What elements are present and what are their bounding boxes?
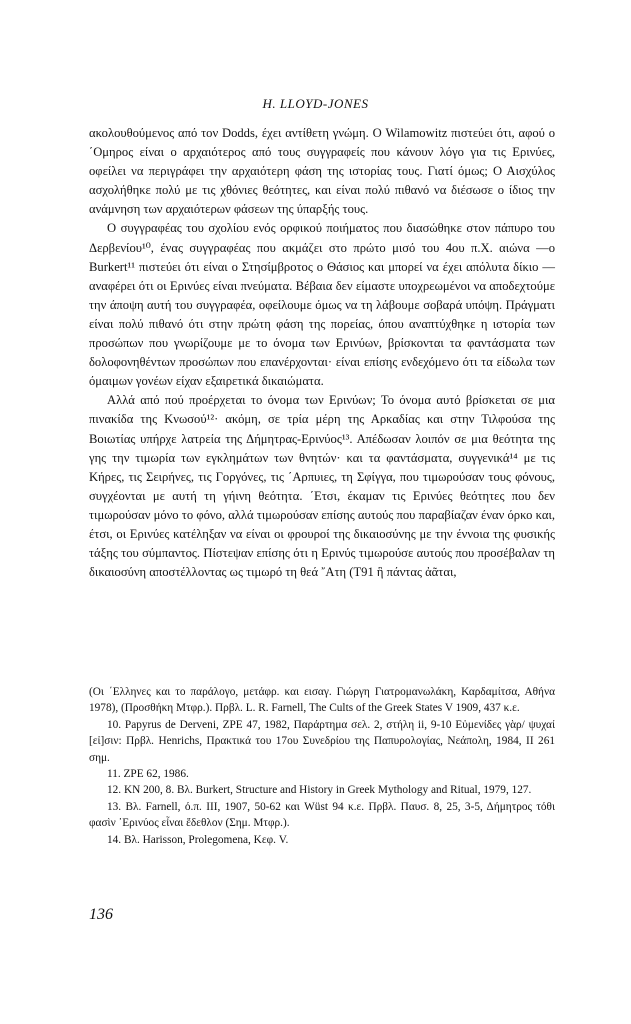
footnote-continued: (Οι ΄Ελληνες και το παράλογο, μετάφρ. και εισαγ. Γιώργη Γιατρομανωλάκη, Καρδαμίτσα, Αθήνα 1978), (Προσθήκη Μτφρ.). Πρβλ. L. R. Farnell, The Cults of the Greek States V 1909, 437 κ.ε. [89,686,555,715]
main-text [89,124,555,582]
running-header: H. LLOYD-JONES [262,96,369,111]
footnote-11: 11. ZPE 62, 1986. [107,768,189,781]
paragraph-2: Ο συγγραφέας του σχολίου ενός ορφικού ποιήματος που διασώθηκε στον πάπυρο του Δερβενίου¹⁰, ένας συγγραφέας που ακμάζει στο πρώτο μισό του 4ου π.Χ. αιώνα —ο Burkert¹¹ πιστεύει ότι είναι ο Στησίμβροτος ο Θάσιος και μπορεί να έχει απόλυτα δίκιο —αναφέρει ότι οι Ερινύες είναι πνεύματα. Βέβαια δεν είμαστε υποχρεωμένοι να αποδεχτούμε την άποψη αυτή του συγγραφέα, οφείλουμε όμως να τη λάβουμε σοβαρά υπόψη. Πράγματι είναι πολύ πιθανό ότι στην πρώτη φάση της πορείας, όπου αναπτύχθηκε η ιστορία των προσώπων που γνωρίζουμε με το όνομα των Ερινύων, βρίσκονται τα φαντάσματα των δολοφονηθέντων προσώπων που επανέρχονται· είναι επίσης ενδεχόμενο ότι τα είδωλα των όμαιμων γονέων είχαν εξαιρετικά δικαιώματα. [89,221,555,389]
footnotes [89,684,555,848]
footnote-12: 12. KN 200, 8. Βλ. Burkert, Structure and History in Greek Mythology and Ritual, 1979, 127. [107,784,532,797]
footnote-14: 14. Βλ. Harisson, Prolegomena, Κεφ. V. [107,833,289,846]
paragraph-3: Αλλά από πού προέρχεται το όνομα των Ερινύων; Το όνομα αυτό βρίσκεται σε μια πινακίδα της Κνωσού¹²· ακόμη, σε τρία μέρη της Αρκαδίας και στην Τιλφούσα της Βοιωτίας υπήρχε λατρεία της Δήμητρας-Ερινύος¹³. Απέδωσαν λοιπόν σε μια θεότητα της γης την τιμωρία των εγκλημάτων των θνητών· και τα φαντάσματα, συγγενικά¹⁴ με τις Κήρες, τις Σειρήνες, τις Γοργόνες, τις ΄Αρπυιες, τη Σφίγγα, που τιμωρούσαν τους φόνους, συγχέονται με αυτή τη γήινη θεότητα. ΄Ετσι, έκαμαν τις Ερινύες θεότητες που δεν τιμωρούσαν μόνο το φόνο, αλλά τιμωρούσαν επίσης αυτούς που παραβίαζαν έναν όρκο και, έτσι, οι Ερινύες κατέληξαν να είναι οι φρουροί της δικαιοσύνης με την έννοια της φυσικής τάξης του σύμπαντος. Πίστεψαν επίσης ότι η Ερινύς τιμωρούσε αυτούς που προσέβαλαν τη δικαιοσύνη αποστέλλοντας ως τιμωρό τη θεά ῎Ατη (Τ91 ἣ πάντας ἀᾶται, [89,393,555,580]
page-number: 136 [89,906,113,923]
paragraph-1: ακολουθούμενος από τον Dodds, έχει αντίθετη γνώμη. Ο Wilamowitz πιστεύει ότι, αφού ο ΄Ομηρος είναι ο αρχαιότερος από τους συγγραφείς που κάνουν λόγο για τις Ερινύες, οφείλει να περιγράφει την αρχαιότερη φάση της ιστορίας τους. Γιατί όμως; Ο Αισχύλος ασχολήθηκε πολύ με τις χθόνιες θεότητες, και είναι πολύ πιθανό να διέσωσε ο ίδιος την ανάμνηση των αρχαιότερων φάσεων της ύπαρξής τους. [89,126,555,217]
footnote-10: 10. Papyrus de Derveni, ZPE 47, 1982, Παράρτημα σελ. 2, στήλη ii, 9-10 Εὐμενίδες γὰρ/ ψυχαί [εἰ]σιν: Πρβλ. Henrichs, Πρακτικά του 17ου Συνεδρίου της Παπυρολογίας, Νεάπολη, 1984, II 261 σημ. [89,718,555,764]
footnote-13: 13. Βλ. Farnell, ό.π. III, 1907, 50-62 και Wüst 94 κ.ε. Πρβλ. Παυσ. 8, 25, 3-5, Δήμητρος τόθι φασὶν ᾽Ερινύος εἶναι ἕδεθλον (Σημ. Μτφρ.). [89,800,555,830]
